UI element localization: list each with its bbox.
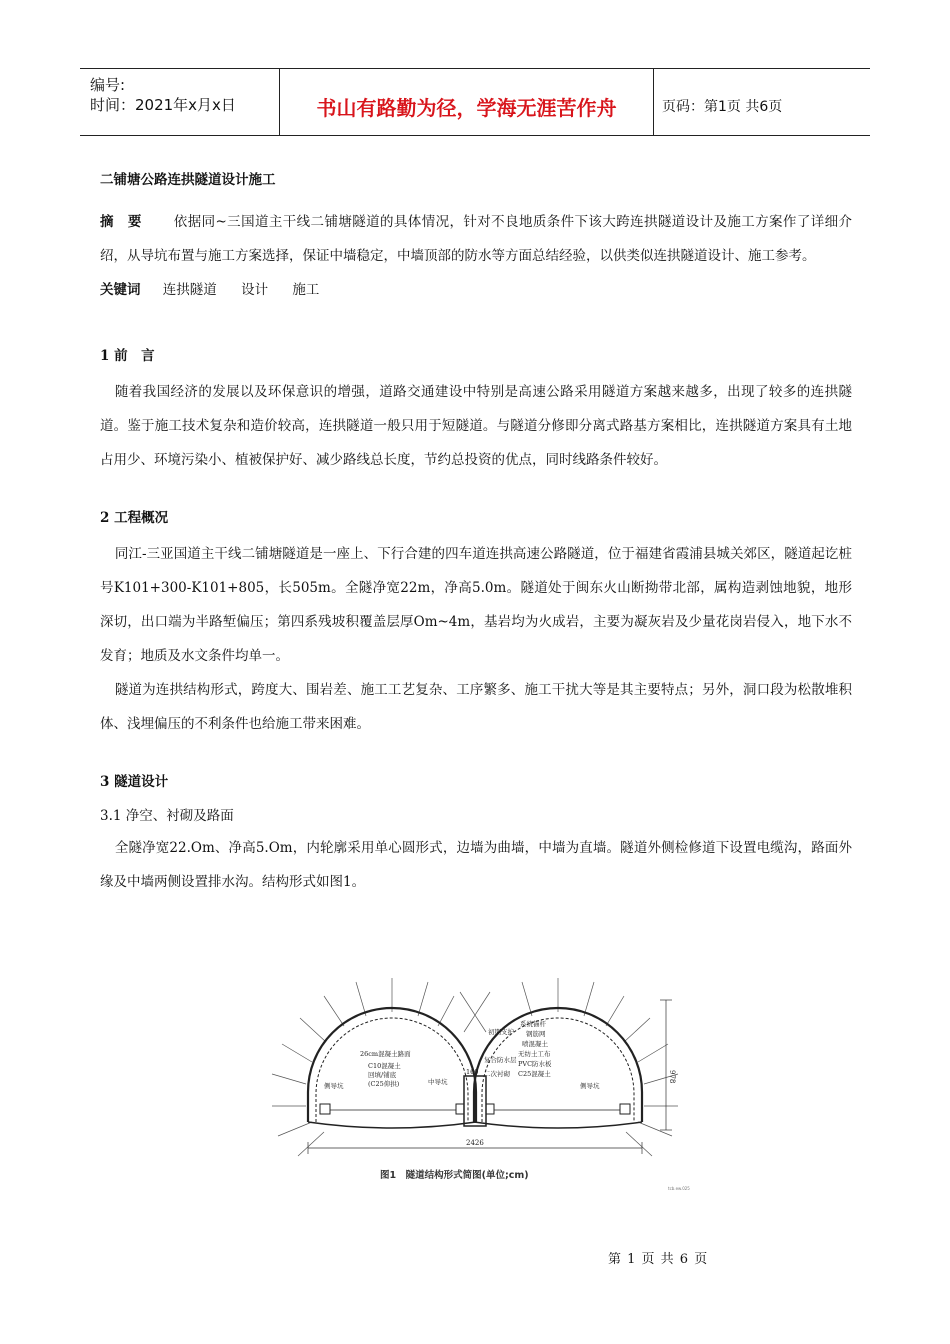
- tunnel-structure-figure: [268, 972, 708, 1200]
- keyword: 设计: [241, 282, 269, 298]
- time-label: 时间：2021年x月x日: [90, 96, 236, 114]
- keyword: 施工: [292, 282, 320, 298]
- section-3-1-title: 3.1 净空、衬砌及路面: [100, 808, 234, 824]
- label-c25: C25混凝土: [518, 1070, 551, 1078]
- doc-title: 二铺塘公路连拱隧道设计施工: [100, 172, 276, 188]
- abstract: [100, 205, 852, 273]
- label-waterproof: 复合防水层: [484, 1056, 517, 1064]
- keywords: [100, 273, 852, 307]
- number-label: 编号:: [90, 76, 126, 94]
- abstract-label: 摘要: [100, 214, 156, 230]
- section-3-1-paragraph: 全隧净宽22.Om、净高5.Om，内轮廓采用单心圆形式，边墙为曲墙，中墙为直墙。隧道外侧检修道下设置电缆沟，路面外缘及中墙两侧设置排水沟。结构形式如图1。: [100, 840, 852, 890]
- label-center-drift: 中导坑: [428, 1078, 448, 1086]
- label-road: 26cm混凝土路面: [360, 1050, 411, 1058]
- radial-anchor-lines: [272, 978, 678, 1156]
- section-1-title: 1 前 言: [100, 348, 155, 364]
- label-anchor: 系统锚杆: [520, 1020, 546, 1028]
- label-dim-160: 160: [466, 1068, 479, 1076]
- label-primary-support: 初期支护: [488, 1028, 514, 1036]
- section-2-title: 2 工程概况: [100, 510, 169, 526]
- figure-labels: [324, 1019, 600, 1090]
- section-1-paragraph: 随着我国经济的发展以及环保意识的增强，道路交通建设中特别是高速公路采用隧道方案越来越多，出现了较多的连拱隧道。鉴于施工技术复杂和造价较高，连拱隧道一般只用于短隧道。与隧道分修即分离式路基方案相比，连拱隧道方案具有土地占用少、环境污染小、植被保护好、减少路线总长度，节约总投资的优点，同时线路条件较好。: [100, 384, 852, 468]
- label-side-drift-right: 侧导坑: [580, 1082, 600, 1090]
- section-3-title: 3 隧道设计: [100, 774, 169, 790]
- figure-watermark: tcb.ew.025: [668, 1186, 690, 1191]
- label-width: 2426: [466, 1139, 484, 1147]
- label-fill: 回填/铺底: [368, 1071, 397, 1079]
- label-secondary-lining: 二次衬砌: [484, 1070, 510, 1078]
- label-c10: C10混凝土: [368, 1062, 401, 1070]
- section-2-paragraph-2: 隧道为连拱结构形式，跨度大、围岩差、施工工艺复杂、工序繁多、施工干扰大等是其主要特点；另外，洞口段为松散堆积体、浅埋偏压的不利条件也给施工带来困难。: [100, 682, 852, 732]
- header-page-info: 页码：第1页 共6页: [662, 99, 783, 115]
- keyword: 连拱隧道: [162, 282, 217, 298]
- label-side-drift-left: 侧导坑: [324, 1082, 344, 1090]
- label-pvc: PVC防水板: [518, 1060, 552, 1068]
- page-footer: 第 1 页 共 6 页: [608, 1252, 709, 1267]
- section-2-paragraph-1: 同江-三亚国道主干线二铺塘隧道是一座上、下行合建的四车道连拱高速公路隧道，位于福建省霞浦县城关郊区，隧道起讫桩号K101+300-K101+805，长505m。全隧净宽22m，净高5.0m。隧道处于闽东火山断拗带北部，属构造剥蚀地貌，地形深切，出口端为半路堑偏压；第四系残坡积覆盖层厚Om~4m，基岩均为火成岩，主要为凝灰岩及少量花岗岩侵入，地下水不发育；地质及水文条件均单一。: [100, 546, 852, 664]
- header-meta: [80, 69, 280, 135]
- abstract-text: 依据同~三国道主干线二铺塘隧道的具体情况，针对不良地质条件下该大跨连拱隧道设计及施工方案作了详细介绍，从导坑布置与施工方案选择，保证中墙稳定，中墙顶部的防水等方面总结经验，以供类似连拱隧道设计、施工参考。: [100, 214, 853, 264]
- label-shotcrete: 喷混凝土: [522, 1040, 548, 1048]
- page-header: [80, 68, 870, 136]
- label-mesh: 钢筋网: [526, 1030, 546, 1038]
- document-body: [100, 168, 852, 899]
- label-geotextile: 无纺土工布: [518, 1050, 551, 1058]
- keywords-label: 关键词: [100, 282, 141, 298]
- label-invert: (C25仰拱): [368, 1080, 400, 1088]
- figure-caption: 图1 隧道结构形式简图(单位;cm): [380, 1170, 529, 1181]
- header-motto: 书山有路勤为径，学海无涯苦作舟: [280, 69, 654, 135]
- label-height: 978: [668, 1070, 676, 1084]
